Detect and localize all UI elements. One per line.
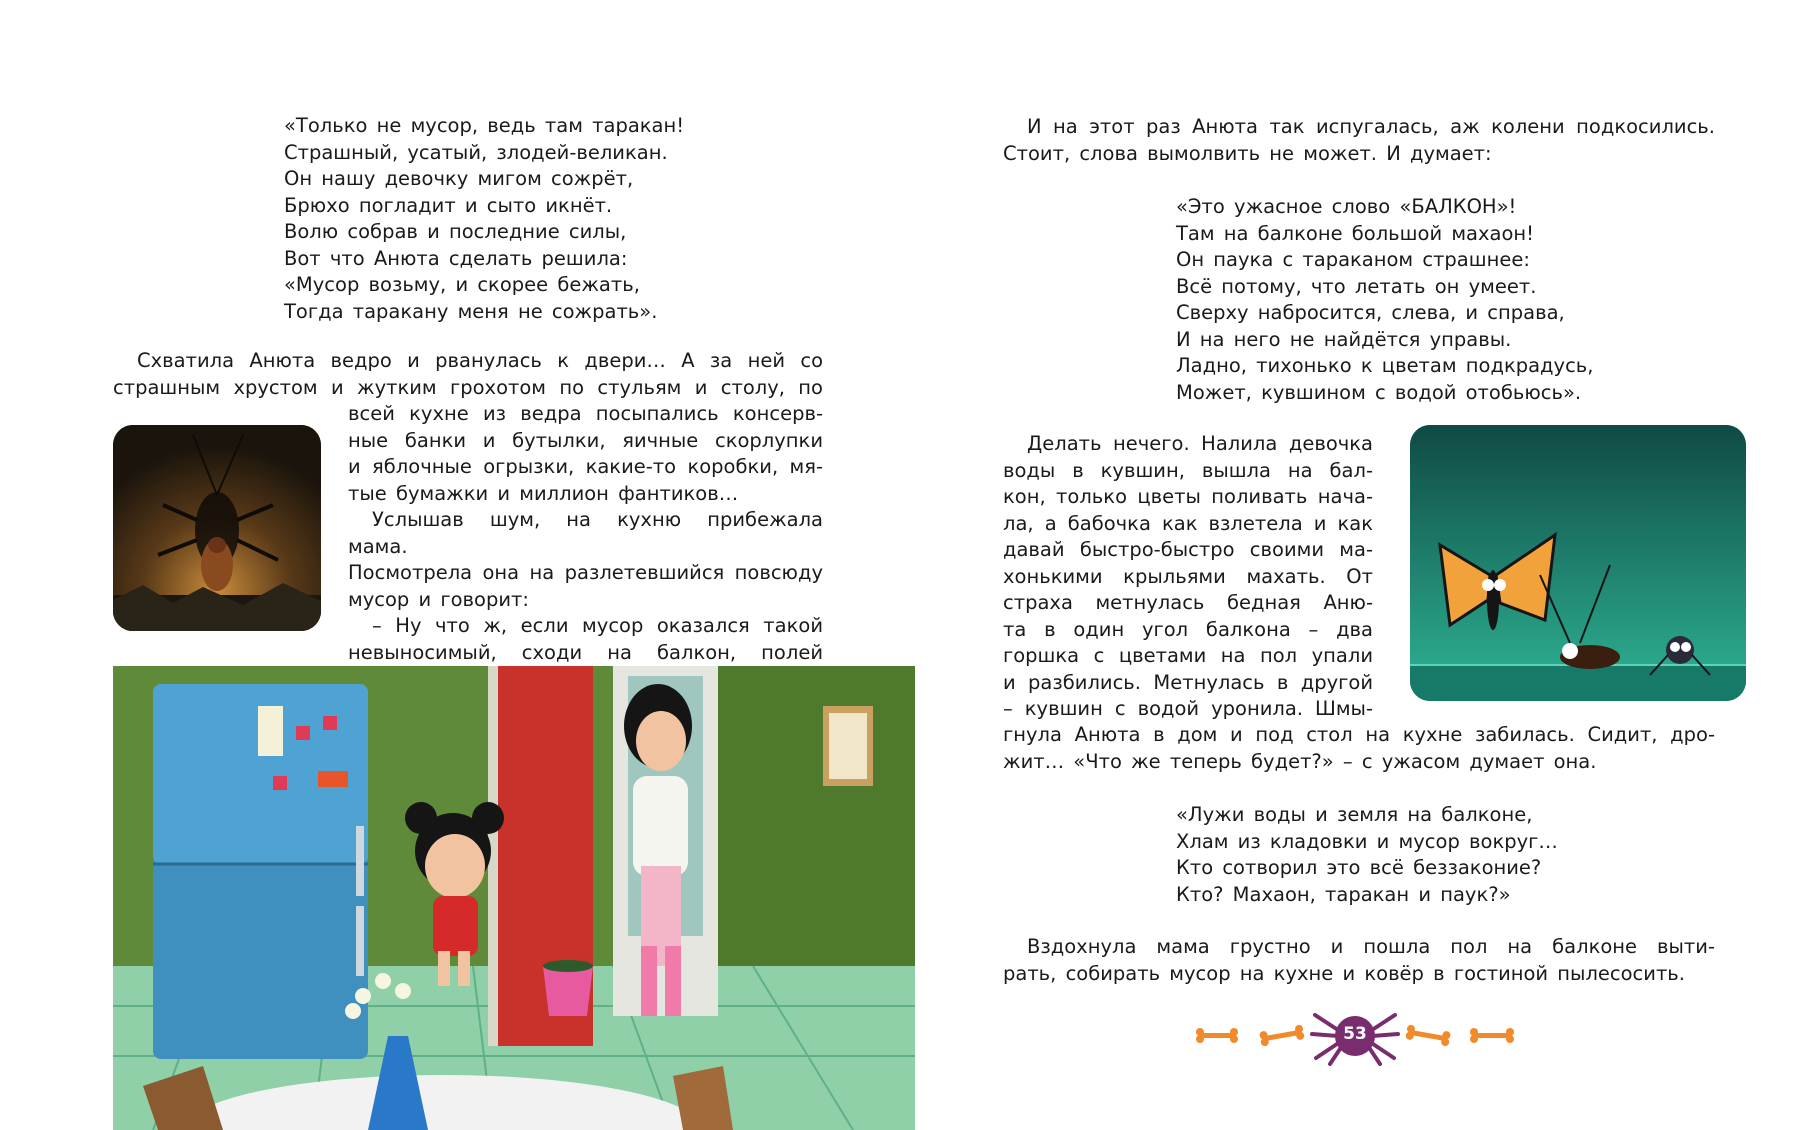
poem-line: Всё потому, что летать он умеет. xyxy=(1176,274,1537,298)
paragraph-3-side xyxy=(1003,431,1373,723)
poem-line: Он нашу девочку мигом сожрёт, xyxy=(284,167,634,190)
poem-line: И на него не найдётся управы. xyxy=(1176,327,1512,351)
text-line: жит… «Что же теперь будет?» – с ужасом думает она. xyxy=(1003,749,1597,773)
text-line: Посмотрела она на разлетевшийся повсюду xyxy=(348,561,823,584)
text-line: гнула Анюта в дом и под стол на кухне забилась. Сидит, дро- xyxy=(1003,723,1715,746)
bone-icon xyxy=(1470,1028,1514,1043)
poem-line: Сверху набросится, слева, и справа, xyxy=(1176,301,1565,324)
balcony-illustration xyxy=(1410,425,1746,701)
text-line: давай быстро-быстро своими ма- xyxy=(1003,538,1373,561)
text-line: рать, собирать мусор на кухне и ковёр в гостиной пылесосить. xyxy=(1003,961,1686,985)
poem-line: Там на балконе большой махаон! xyxy=(1176,221,1534,245)
poem-2 xyxy=(1176,194,1596,406)
text-line: и яблочные огрызки, какие-то коробки, мя- xyxy=(348,455,823,478)
text-line: хонькими крыльями махать. От xyxy=(1003,564,1373,588)
text-line: Схватила Анюта ведро и рванулась к двери… А за ней со xyxy=(137,349,823,372)
poem-1 xyxy=(284,113,684,325)
poem-line: «Мусор возьму, и скорее бежать, xyxy=(284,273,640,296)
text-line: ла, а бабочка как взлетела и как xyxy=(1003,511,1373,535)
poem-line: Брюхо погладит и сыто икнёт. xyxy=(284,193,613,217)
poem-line: Хлам из кладовки и мусор вокруг… xyxy=(1176,829,1558,853)
poem-line: «Только не мусор, ведь там таракан! xyxy=(284,114,685,137)
paragraph-1-side xyxy=(348,401,823,693)
cockroach-illustration xyxy=(113,425,321,631)
text-line: страха метнулась бедная Аню- xyxy=(1003,591,1373,614)
poem-line: Страшный, усатый, злодей-великан. xyxy=(284,140,668,164)
poem-line: Он паука с тараканом страшнее: xyxy=(1176,248,1530,271)
text-line: воды в кувшин, вышла на бал- xyxy=(1003,458,1373,482)
text-line: тые бумажки и миллион фантиков… xyxy=(348,481,739,505)
bone-icon xyxy=(1259,1024,1305,1046)
text-line: кон, только цветы поливать нача- xyxy=(1003,485,1373,508)
poem-line: «Это ужасное слово «БАЛКОН»! xyxy=(1176,195,1517,218)
page-number: 53 xyxy=(1343,1024,1367,1044)
poem-line: Кто сотворил это всё беззаконие? xyxy=(1176,856,1542,879)
paragraph-1-top xyxy=(113,348,823,401)
poem-line: Волю собрав и последние силы, xyxy=(284,220,627,243)
text-line: Делать нечего. Налила девочка xyxy=(1027,432,1373,455)
paragraph-3-full xyxy=(1003,722,1715,775)
bone-icon xyxy=(1405,1024,1451,1046)
paragraph-2-top xyxy=(1003,114,1715,167)
text-line: Услышав шум, на кухню прибежала мама. xyxy=(348,508,823,558)
text-line: невыносимый, сходи на балкон, полей xyxy=(348,640,823,664)
bone-icon xyxy=(1196,1028,1238,1043)
text-line: – кувшин с водой уронила. Шмы- xyxy=(1003,697,1373,720)
left-page xyxy=(0,0,910,1125)
paragraph-4 xyxy=(1003,934,1715,987)
text-line: та в один угол балкона – два xyxy=(1003,617,1373,641)
text-line: горшка с цветами на пол упали xyxy=(1003,644,1373,667)
text-line: ные банки и бутылки, яичные скорлупки xyxy=(348,428,823,452)
page-number-ornament xyxy=(1190,1000,1530,1070)
poem-line: Может, кувшином с водой отобьюсь». xyxy=(1176,380,1582,404)
text-line: – Ну что ж, если мусор оказался такой xyxy=(372,614,823,637)
text-line: всей кухне из ведра посыпались консерв- xyxy=(348,402,823,425)
text-line: И на этот раз Анюта так испугалась, аж колени подкосились. xyxy=(1027,115,1715,138)
poem-line: «Лужи воды и земля на балконе, xyxy=(1176,803,1533,826)
right-page xyxy=(910,0,1819,1125)
text-line: мусор и говорит: xyxy=(348,587,529,611)
kitchen-illustration xyxy=(113,666,915,1130)
text-line: страшным хрустом и жутким грохотом по стульям и столу, по xyxy=(113,375,823,399)
poem-line: Тогда таракану меня не сожрать». xyxy=(284,299,658,323)
text-line: и разбились. Метнулась в другой xyxy=(1003,670,1373,694)
poem-line: Ладно, тихонько к цветам подкрадусь, xyxy=(1176,354,1594,377)
poem-line: Кто? Махаон, таракан и паук?» xyxy=(1176,882,1511,906)
text-line: Вздохнула мама грустно и пошла пол на балконе выти- xyxy=(1027,935,1715,958)
poem-3 xyxy=(1176,802,1596,908)
text-line: Стоит, слова вымолвить не может. И думает: xyxy=(1003,141,1492,165)
poem-line: Вот что Анюта сделать решила: xyxy=(284,246,628,270)
